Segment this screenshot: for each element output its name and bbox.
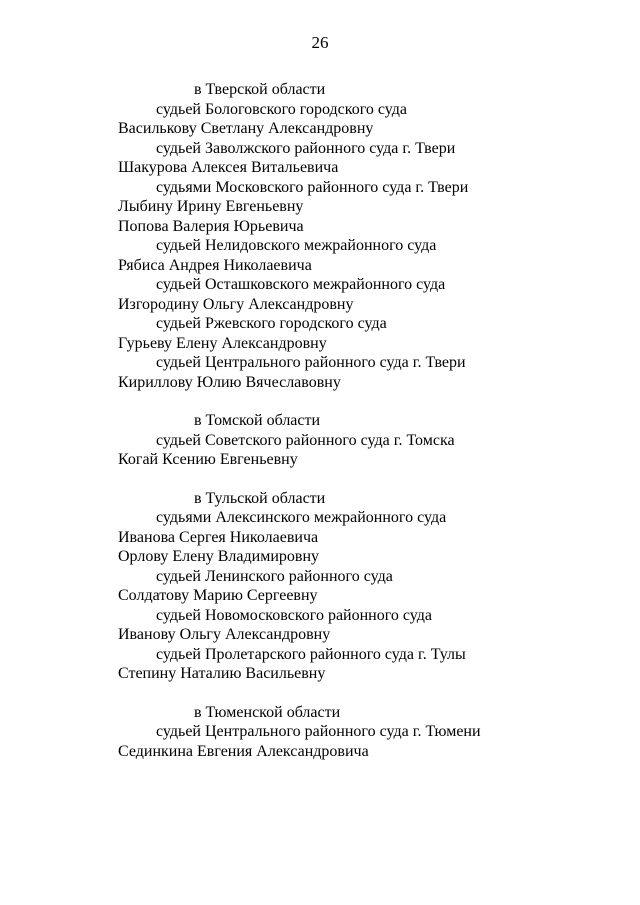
region-section-tver — [118, 80, 618, 392]
judge-name: Изгородину Ольгу Александровну — [118, 295, 354, 313]
judge-name: Иванову Ольгу Александровну — [118, 626, 331, 643]
judge-name: Степину Наталию Васильевну — [118, 665, 326, 682]
page-number: 26 — [311, 33, 329, 52]
region-heading: в Тульской области — [194, 489, 326, 507]
judge-name: Василькову Светлану Александровну — [118, 120, 374, 137]
judge-name: Иванова Сергея Николаевича — [118, 528, 319, 546]
court-line: судьей Новомосковского районного суда — [156, 606, 433, 624]
court-line: судьей Ржевского городского суда — [156, 315, 387, 332]
judge-name: Гурьеву Елену Александровну — [118, 334, 327, 352]
judge-name: Попова Валерия Юрьевича — [118, 217, 304, 235]
judge-name: Шакурова Алексея Витальевича — [118, 159, 339, 176]
judge-name: Когай Ксению Евгеньевну — [118, 451, 298, 468]
court-line: судьями Московского районного суда г. Твери — [156, 178, 469, 196]
court-line: судьями Алексинского межрайонного суда — [156, 509, 447, 526]
judge-name: Рябиса Андрея Николаевича — [118, 256, 312, 274]
court-line: судьей Нелидовского межрайонного суда — [156, 237, 437, 254]
region-section-tyumen — [118, 703, 618, 762]
court-line: судьей Заволжского районного суда г. Твери — [156, 139, 456, 157]
court-line: судьей Бологовского городского суда — [156, 100, 407, 118]
judge-name: Солдатову Марию Сергеевну — [118, 587, 318, 604]
court-line: судьей Центрального районного суда г. Твери — [156, 354, 466, 371]
region-section-tomsk — [118, 411, 618, 470]
court-line: судьей Центрального районного суда г. Тюмени — [156, 723, 481, 740]
judge-name: Сединкина Евгения Александровича — [118, 742, 369, 760]
judge-name: Орлову Елену Владимировну — [118, 548, 320, 565]
court-line: судьей Советского районного суда г. Томска — [156, 431, 455, 449]
region-section-tula — [118, 489, 618, 684]
court-line: судьей Пролетарского районного суда г. Тулы — [156, 645, 466, 663]
region-heading: в Тверской области — [194, 81, 326, 98]
judge-name: Кириллову Юлию Вячеславовну — [118, 373, 341, 391]
court-line: судьей Ленинского районного суда — [156, 567, 393, 585]
region-heading: в Тюменской области — [194, 703, 341, 721]
region-heading: в Томской области — [194, 412, 321, 429]
appointments-list — [118, 80, 618, 761]
judge-name: Лыбину Ирину Евгеньевну — [118, 198, 304, 215]
court-line: судьей Осташковского межрайонного суда — [156, 276, 446, 293]
